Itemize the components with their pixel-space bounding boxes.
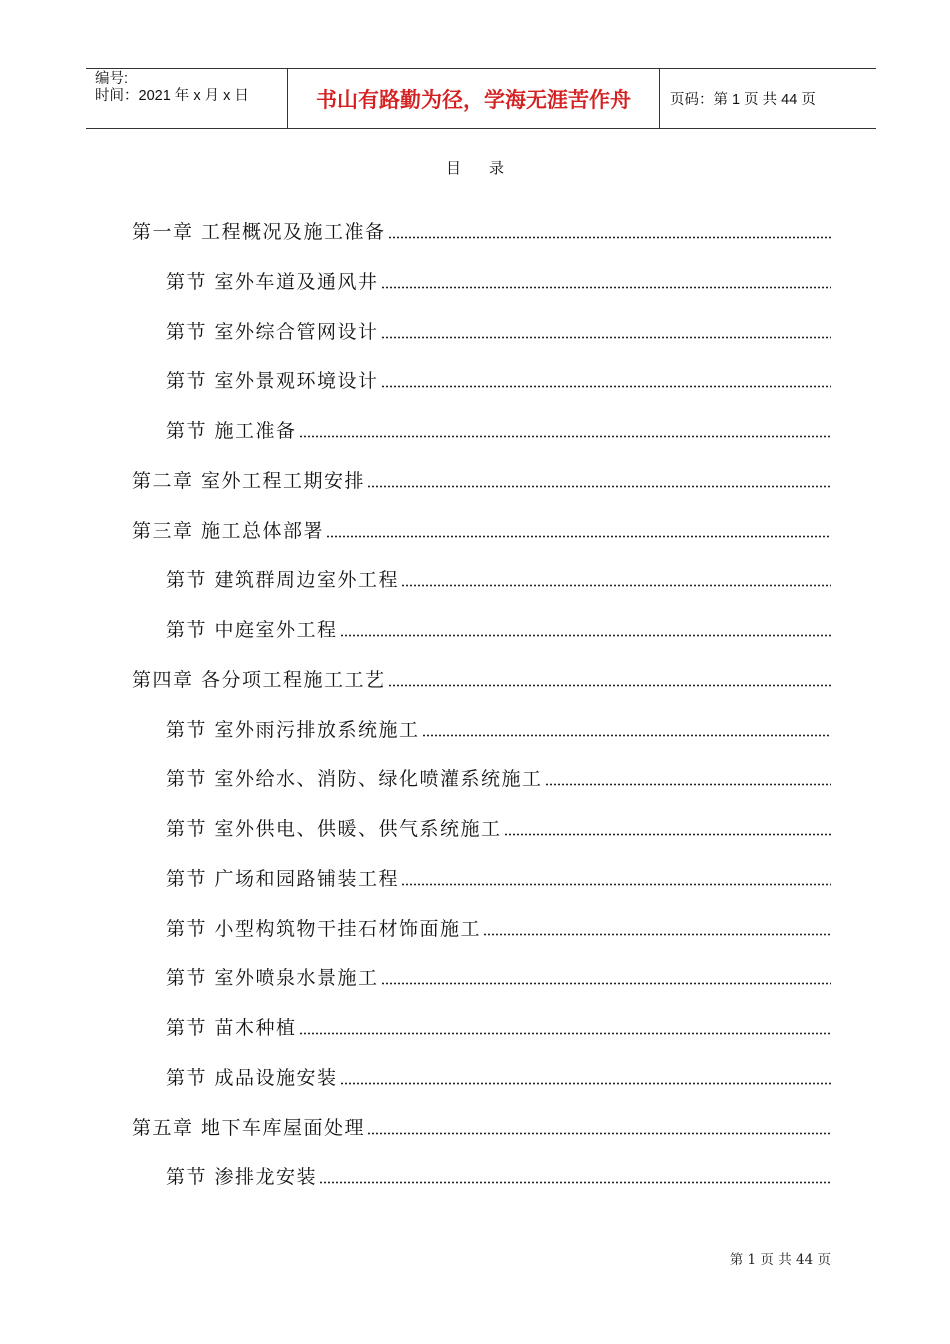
toc-leader-dots bbox=[381, 980, 831, 986]
toc-leader-dots bbox=[422, 732, 831, 738]
toc-leader-dots bbox=[367, 483, 831, 489]
toc-leader-dots bbox=[381, 284, 831, 290]
toc-leader-dots bbox=[340, 1080, 831, 1086]
toc-leader-dots bbox=[299, 433, 831, 439]
header-motto: 书山有路勤为径，学海无涯苦作舟 bbox=[288, 69, 660, 128]
toc-entry-text: 第节 施工准备 bbox=[166, 420, 297, 442]
toc-section-entry[interactable] bbox=[166, 269, 831, 295]
toc-entry-text: 第五章 地下车库屋面处理 bbox=[132, 1117, 366, 1139]
toc-entry-text: 第节 小型构筑物干挂石材饰面施工 bbox=[166, 918, 482, 940]
toc-entry-text: 第一章 工程概况及施工准备 bbox=[132, 221, 386, 243]
toc-entry-text: 第节 广场和园路铺装工程 bbox=[166, 868, 400, 890]
toc-leader-dots bbox=[401, 582, 831, 588]
toc-chapter-entry[interactable] bbox=[132, 1115, 831, 1141]
toc-section-entry[interactable] bbox=[166, 866, 831, 892]
toc-leader-dots bbox=[326, 533, 831, 539]
toc-section-entry[interactable] bbox=[166, 766, 831, 792]
toc-chapter-entry[interactable] bbox=[132, 219, 831, 245]
toc-entry-text: 第节 室外综合管网设计 bbox=[166, 321, 379, 343]
header-page-number: 页码：第 1 页 共 44 页 bbox=[670, 92, 816, 108]
toc-leader-dots bbox=[319, 1179, 831, 1185]
header-meta bbox=[86, 69, 288, 128]
toc-section-entry[interactable] bbox=[166, 965, 831, 991]
toc-section-entry[interactable] bbox=[166, 1015, 831, 1041]
toc-section-entry[interactable] bbox=[166, 617, 831, 643]
toc-leader-dots bbox=[340, 632, 831, 638]
toc-entry-text: 第节 室外景观环境设计 bbox=[166, 370, 379, 392]
toc-leader-dots bbox=[388, 682, 831, 688]
toc-chapter-entry[interactable] bbox=[132, 667, 831, 693]
toc-entry-text: 第节 建筑群周边室外工程 bbox=[166, 569, 400, 591]
toc-section-entry[interactable] bbox=[166, 319, 831, 345]
toc-section-entry[interactable] bbox=[166, 368, 831, 394]
toc-leader-dots bbox=[381, 383, 831, 389]
toc-section-entry[interactable] bbox=[166, 816, 831, 842]
toc-entry-text: 第节 渗排龙安装 bbox=[166, 1166, 318, 1188]
toc-leader-dots bbox=[401, 881, 831, 887]
document-time-label: 时间：2021 年 x 月 x 日 bbox=[95, 88, 249, 104]
page-header bbox=[86, 68, 876, 129]
footer-page-number: 第 1 页 共 44 页 bbox=[729, 1252, 831, 1268]
toc-entry-text: 第三章 施工总体部署 bbox=[132, 520, 325, 542]
toc-entry-text: 第节 苗木种植 bbox=[166, 1017, 297, 1039]
toc-section-entry[interactable] bbox=[166, 916, 831, 942]
toc-leader-dots bbox=[299, 1030, 831, 1036]
toc-section-entry[interactable] bbox=[166, 567, 831, 593]
toc-leader-dots bbox=[367, 1130, 831, 1136]
toc-entry-text: 第节 中庭室外工程 bbox=[166, 619, 338, 641]
toc-title: 目录 bbox=[445, 159, 532, 177]
toc-entry-text: 第节 室外喷泉水景施工 bbox=[166, 967, 379, 989]
toc-leader-dots bbox=[381, 334, 831, 340]
toc-leader-dots bbox=[483, 931, 831, 937]
toc-section-entry[interactable] bbox=[166, 1164, 831, 1190]
toc-leader-dots bbox=[504, 831, 831, 837]
toc-chapter-entry[interactable] bbox=[132, 518, 831, 544]
toc-entry-text: 第节 室外雨污排放系统施工 bbox=[166, 719, 420, 741]
toc-entry-text: 第四章 各分项工程施工工艺 bbox=[132, 669, 386, 691]
toc-leader-dots bbox=[388, 234, 831, 240]
toc-entry-text: 第节 室外供电、供暖、供气系统施工 bbox=[166, 818, 502, 840]
toc-section-entry[interactable] bbox=[166, 717, 831, 743]
toc-chapter-entry[interactable] bbox=[132, 468, 831, 494]
toc-entry-text: 第节 室外车道及通风井 bbox=[166, 271, 379, 293]
toc-entry-text: 第二章 室外工程工期安排 bbox=[132, 470, 366, 492]
document-number-label: 编号: bbox=[95, 71, 129, 87]
toc-section-entry[interactable] bbox=[166, 1065, 831, 1091]
toc-entry-text: 第节 室外给水、消防、绿化喷灌系统施工 bbox=[166, 768, 543, 790]
toc-entry-text: 第节 成品设施安装 bbox=[166, 1067, 338, 1089]
toc-leader-dots bbox=[545, 781, 831, 787]
toc-section-entry[interactable] bbox=[166, 418, 831, 444]
